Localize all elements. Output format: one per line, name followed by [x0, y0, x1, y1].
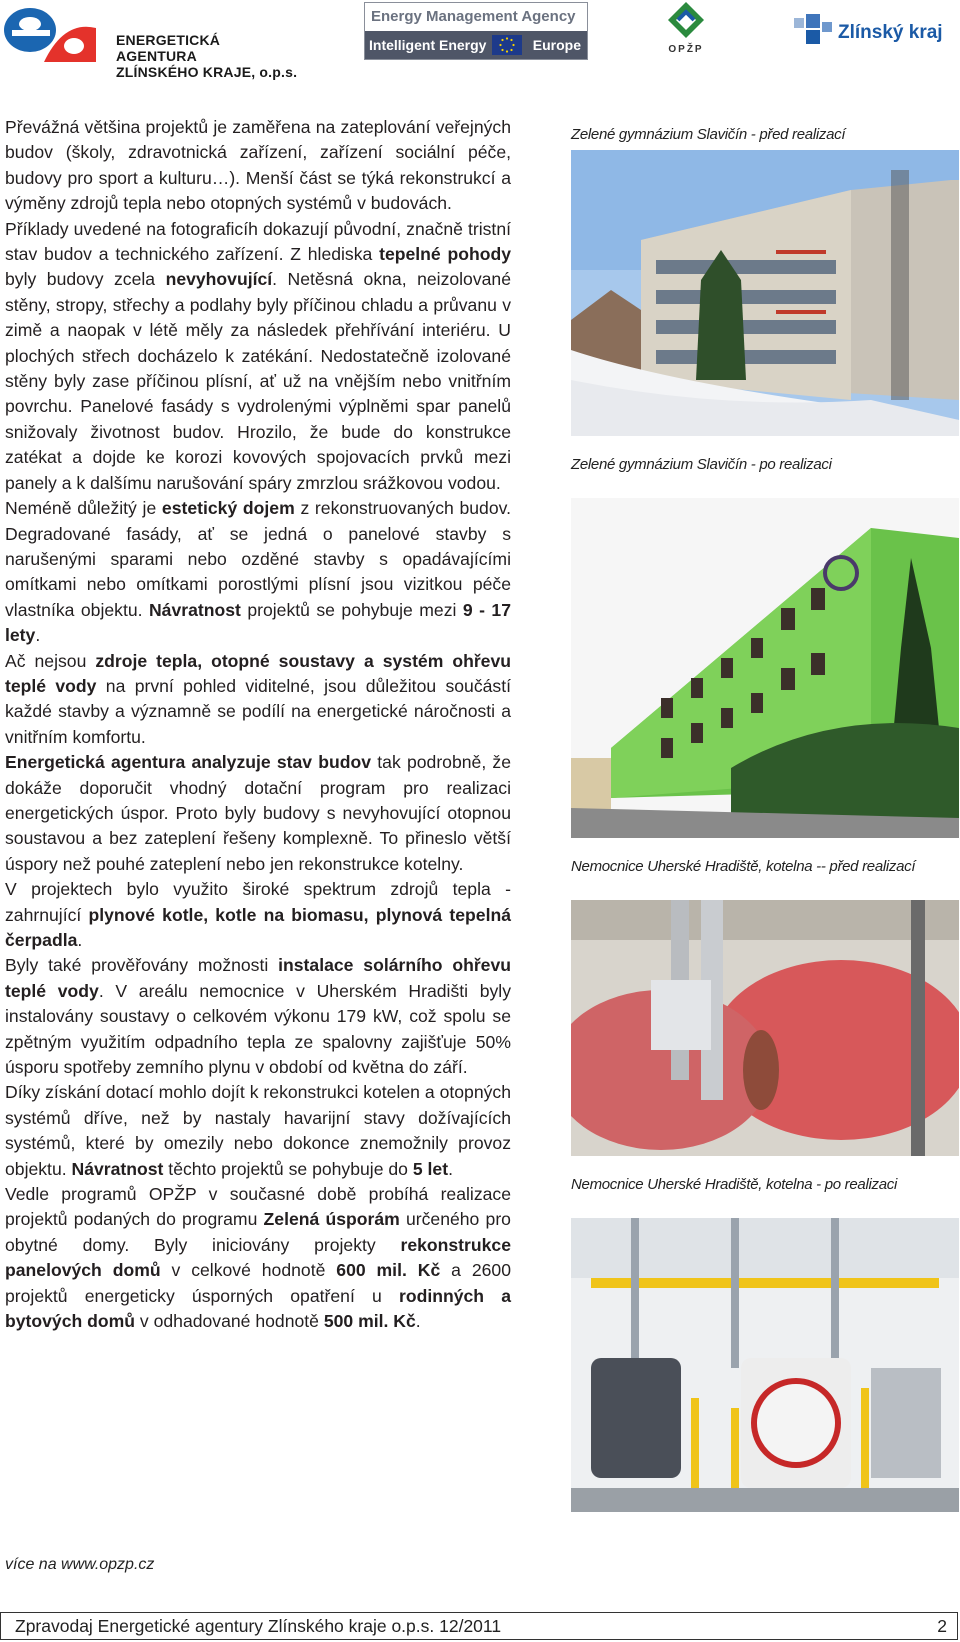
- footer-link[interactable]: více na www.opzp.cz: [5, 1556, 155, 1573]
- opzp-diamond-icon: [656, 0, 716, 44]
- photo-caption-2: Zelené gymnázium Slavičín - po realizaci: [571, 456, 832, 473]
- energy-agency-logo: [4, 0, 304, 80]
- article-paragraph: Ač nejsou zdroje tepla, otopné soustavy a systém ohřevu teplé vody na první pohled viditelné, jsou důležitou součástí každé stavby a významně se podílí na energetické náročnosti a vnitřním komfortu.: [5, 650, 511, 747]
- page-header: [0, 0, 960, 80]
- ea-logo-icon: [4, 0, 100, 64]
- photo-boiler-before: [571, 900, 959, 1156]
- article-paragraph: V projektech bylo využito široké spektrum zdrojů tepla - zahrnující plynové kotle, kotle na biomasu, plynová tepelná čerpadla.: [5, 879, 512, 950]
- article-paragraph: Převážná většina projektů je zaměřena na zateplování veřejných budov (školy, zdravotnická zařízení, zařízení sociální péče, budovy pro sport a kulturu…). Menší část se týká rekonstrukcí a výměny zdrojů tepla nebo otopných systémů v budovách.: [5, 117, 511, 214]
- zlinsky-kraj-logo: Zlínský kraj: [794, 14, 954, 54]
- ea-logo-text: ENERGETICKÁ AGENTURA ZLÍNSKÉHO KRAJE, o.p.s.: [116, 32, 298, 80]
- article-paragraph: Energetická agentura analyzuje stav budov tak podrobně, že dokáže doporučit vhodný dotační program pro realizaci energetických úspor. Proto byly budovy s nevyhovující otopnou soustavou a bez zateplení řešeny komplexně. To přineslo větší úspory než pouhé zateplení nebo jen rekonstrukce kotelny.: [5, 752, 511, 874]
- photo-caption-1: Zelené gymnázium Slavičín - před realizací: [571, 126, 846, 143]
- article-body: [5, 115, 511, 1335]
- energy-management-agency-logo: Energy Management Agency Intelligent Energy Europe: [364, 2, 588, 60]
- page-number: 2: [937, 1616, 947, 1636]
- eu-flag-icon: [492, 35, 522, 55]
- newsletter-title: Zpravodaj Energetické agentury Zlínského kraje o.p.s. 12/2011: [15, 1616, 502, 1636]
- opzp-logo: OPŽP: [656, 0, 716, 62]
- photo-boiler-after: [571, 1218, 959, 1512]
- photo-caption-3: Nemocnice Uherské Hradiště, kotelna -- před realizací: [571, 858, 916, 875]
- photo-school-after: [571, 498, 959, 838]
- article-paragraph: Byly také prověřovány možnosti instalace solárního ohřevu teplé vody. V areálu nemocnice v Uherském Hradišti byly instalovány soustavy o celkovém výkonu 179 kW, což spolu se zpětným využitím odpadního tepla ze spalovny zajišťuje 50% úsporu spotřeby zemního plynu v období od května do září.: [5, 955, 512, 1078]
- article-paragraph: Vedle programů OPŽP v současné době probíhá realizace projektů podaných do programu Zelená úsporám určeného pro obytné domy. Byly iniciovány projekty rekonstrukce panelových domů v celkové hodnotě 600 mil. Kč a 2600 projektů energeticky úsporných opatření u rodinných a bytových domů v odhadované hodnotě 500 mil. Kč.: [5, 1184, 511, 1332]
- footer-bar: [0, 1612, 958, 1640]
- article-paragraph: Příklady uvedené na fotograficíh dokazují původní, značně tristní stav budov a technického zařízení. Z hlediska tepelné pohody byly budovy zcela nevyhovující. Netěsná okna, neizolované stěny, stropy, střechy a podlahy byly příčinou chladu a průvanu v zimě a naopak v létě měly za následek přehřívání interiéru. U plochých střech docházelo k zatékání. Nedostatečně izolované stěny byly zase příčinou plísní, ať už na vnějším nebo vnitřním povrchu. Panelové fasády s vydrolenými výplněmi spar panelů snižovaly životnost budov. Hrozilo, že bude do konstrukce zatékat a dojde ke korozi kovových spojovacích prvků mezi panely a k dalšímu narušování spáry zmrzlou srážkovou vodou.: [5, 218, 511, 493]
- photo-caption-4: Nemocnice Uherské Hradiště, kotelna - po realizaci: [571, 1176, 897, 1193]
- photo-school-before: [571, 150, 959, 436]
- zk-squares-icon: [794, 14, 834, 48]
- article-paragraph: Díky získání dotací mohlo dojít k rekonstrukci kotelen a otopných systémů dříve, než by nastaly havarijní stavy dožívajících systémů, které by omezily nebo dokonce znemožnily provoz objektu. Návratnost těchto projektů se pohybuje do 5 let.: [5, 1082, 511, 1179]
- article-paragraph: Neméně důležitý je estetický dojem z rekonstruovaných budov. Degradované fasády, ať se jedná o panelové stavby s narušenými sparami nebo ozděné stavby s opadávajícími omítkami nebo omítkami porostlými plísní jsou vizitkou péče vlastníka objektu. Návratnost projektů se pohybuje mezi 9 - 17 lety.: [5, 498, 512, 646]
